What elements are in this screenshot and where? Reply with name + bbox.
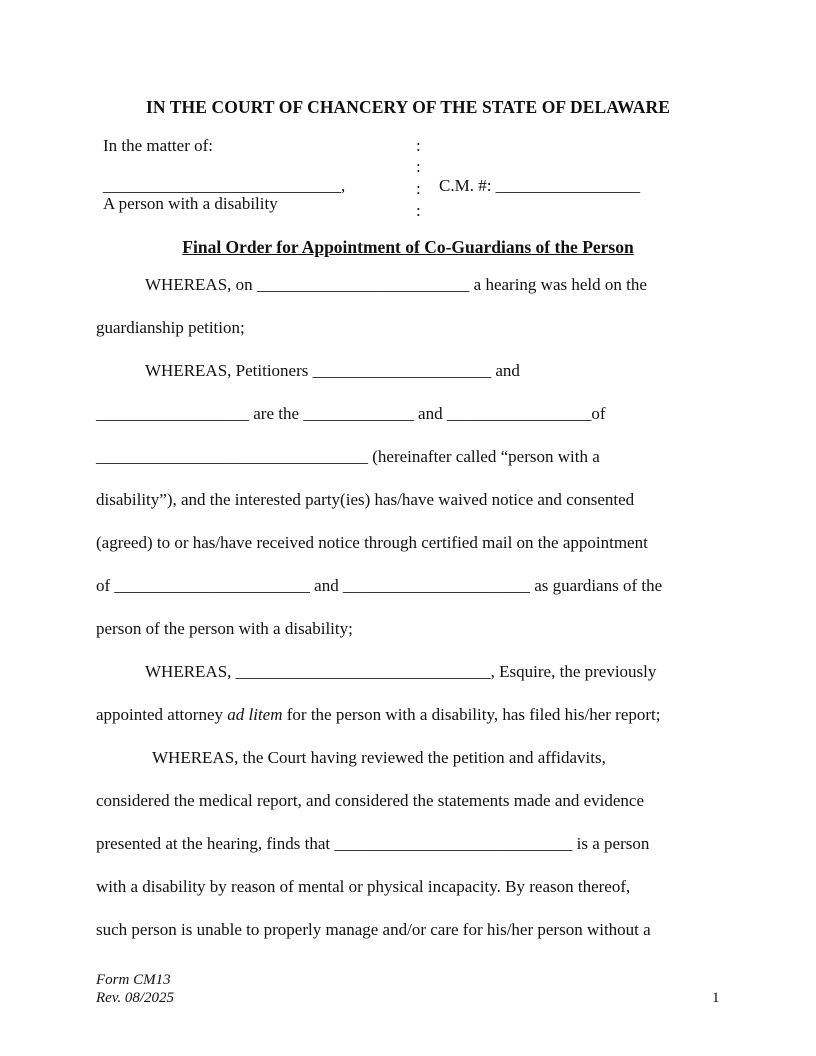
body-line xyxy=(96,705,661,725)
order-title: Final Order for Appointment of Co-Guardians of the Person xyxy=(182,237,634,257)
body-line: with a disability by reason of mental or physical incapacity. By reason thereof, xyxy=(96,877,631,896)
body-line: WHEREAS, ______________________________, Esquire, the previously xyxy=(145,662,657,681)
body-line: person of the person with a disability; xyxy=(96,619,353,638)
body-text: appointed attorney xyxy=(96,705,228,724)
body-line: presented at the hearing, finds that ____________________________ is a person xyxy=(96,834,650,853)
body-line: ________________________________ (hereinafter called “person with a xyxy=(96,447,600,466)
body-line: guardianship petition; xyxy=(96,318,245,337)
caption-colon: : xyxy=(416,136,421,155)
page-number: 1 xyxy=(712,990,720,1006)
matter-label: In the matter of: xyxy=(103,136,213,155)
body-line: disability”), and the interested party(ies) has/have waived notice and consented xyxy=(96,490,635,509)
body-line: such person is unable to properly manage and/or care for his/her person without a xyxy=(96,920,651,939)
body-line: (agreed) to or has/have received notice through certified mail on the appointment xyxy=(96,533,648,552)
body-line: WHEREAS, on _________________________ a hearing was held on the xyxy=(145,275,647,294)
body-line: WHEREAS, the Court having reviewed the petition and affidavits, xyxy=(152,748,606,767)
party-name-blank: ____________________________, xyxy=(103,176,346,195)
caption-colon: : xyxy=(416,179,421,198)
body-text: for the person with a disability, has filed his/her report; xyxy=(282,705,661,724)
body-line: WHEREAS, Petitioners _____________________ and xyxy=(145,361,520,380)
body-line: of _______________________ and ______________________ as guardians of the xyxy=(96,576,663,595)
form-id: Form CM13 xyxy=(96,972,171,988)
body-line: considered the medical report, and considered the statements made and evidence xyxy=(96,791,645,810)
body-line: __________________ are the _____________ and _________________of xyxy=(96,404,606,423)
court-title: IN THE COURT OF CHANCERY OF THE STATE OF DELAWARE xyxy=(145,97,671,117)
caption-colon: : xyxy=(416,201,421,220)
case-number-field: C.M. #: _________________ xyxy=(439,176,641,195)
revision-date: Rev. 08/2025 xyxy=(96,990,175,1006)
party-description: A person with a disability xyxy=(103,194,278,213)
caption-colon: : xyxy=(416,157,421,176)
ad-litem-italic: ad litem xyxy=(227,705,283,724)
